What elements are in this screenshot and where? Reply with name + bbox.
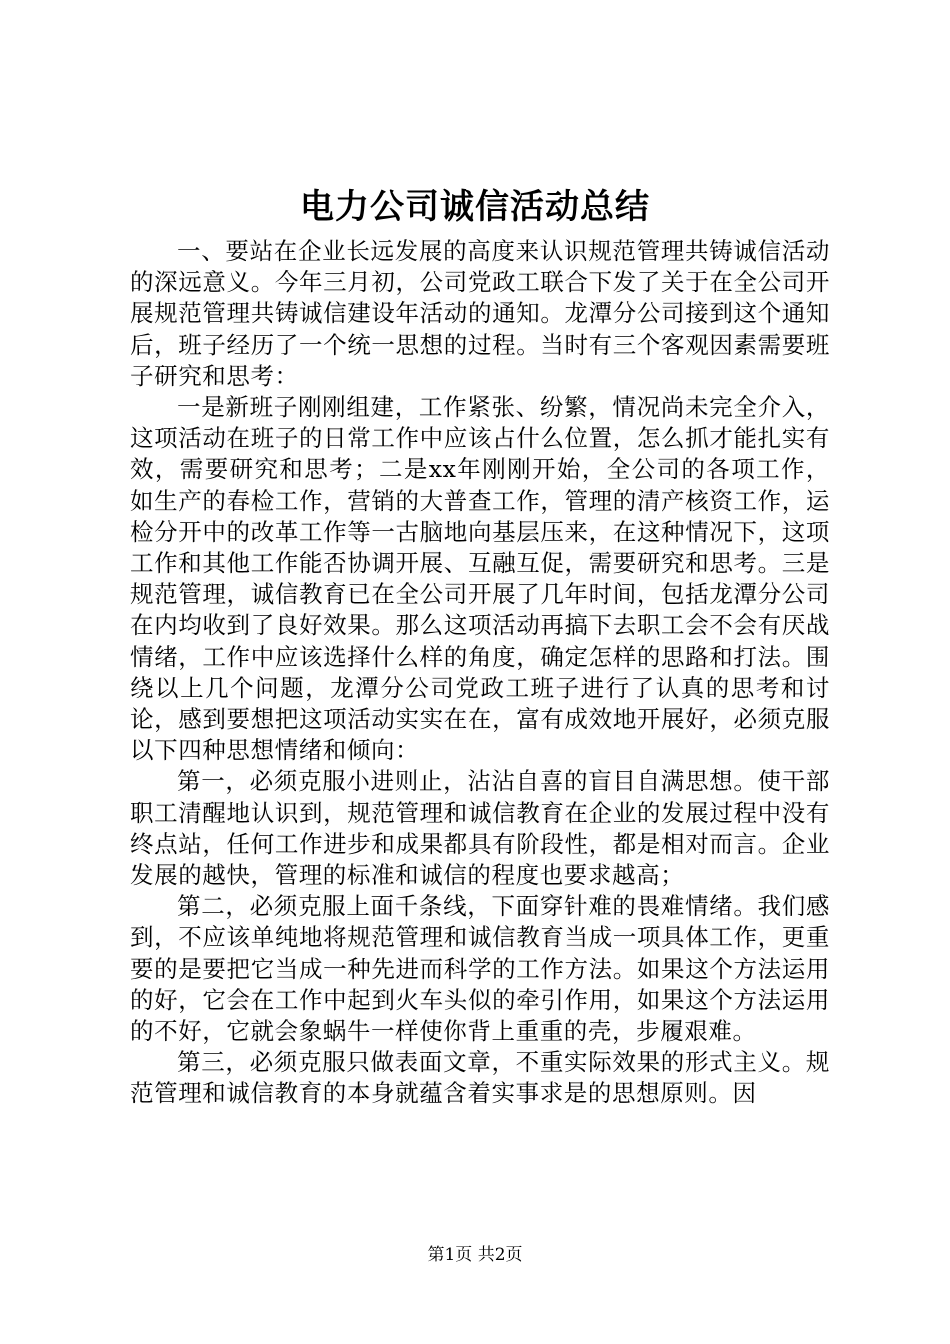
paragraph-2: 一是新班子刚刚组建，工作紧张、纷繁，情况尚未完全介入，这项活动在班子的日常工作中应该占什么位置，怎么抓才能扎实有效，需要研究和思考；二是xx年刚刚开始，全公司的各项工作，如生产的春检工作，营销的大普查工作，管理的清产核资工作，运检分开中的改革工作等一古脑地向基层压来，在这种情况下，这项工作和其他工作能否协调开展、互融互促，需要研究和思考。三是规范管理，诚信教育已在全公司开展了几年时间，包括龙潭分公司在内均收到了良好效果。那么这项活动再搞下去职工会不会有厌战情绪，工作中应该选择什么样的角度，确定怎样的思路和打法。围绕以上几个问题，龙潭分公司党政工班子进行了认真的思考和讨论，感到要想把这项活动实实在在，富有成效地开展好，必须克服以下四种思想情绪和倾向： xyxy=(130,393,830,765)
paragraph-3: 第一，必须克服小进则止，沾沾自喜的盲目自满思想。使干部职工清醒地认识到，规范管理和诚信教育在企业的发展过程中没有终点站，任何工作进步和成果都具有阶段性，都是相对而言。企业发展的越快，管理的标准和诚信的程度也要求越高； xyxy=(130,767,830,890)
document-title: 电力公司诚信活动总结 xyxy=(300,187,650,227)
paragraph-1: 一、要站在企业长远发展的高度来认识规范管理共铸诚信活动的深远意义。今年三月初，公司党政工联合下发了关于在全公司开展规范管理共铸诚信建设年活动的通知。龙潭分公司接到这个通知后，班子经历了一个统一思想的过程。当时有三个客观因素需要班子研究和思考： xyxy=(130,237,830,390)
paragraph-4: 第二，必须克服上面千条线，下面穿针难的畏难情绪。我们感到，不应该单纯地将规范管理和诚信教育当成一项具体工作，更重要的是要把它当成一种先进而科学的工作方法。如果这个方法运用的好，它会在工作中起到火车头似的牵引作用，如果这个方法运用的不好，它就会象蜗牛一样使你背上重重的壳，步履艰难。 xyxy=(130,892,830,1046)
page-number-footer: 第1页 共2页 xyxy=(427,1245,523,1265)
paragraph-5: 第三，必须克服只做表面文章，不重实际效果的形式主义。规范管理和诚信教育的本身就蕴含着实事求是的思想原则。因 xyxy=(130,1048,830,1108)
document-body xyxy=(130,236,830,1110)
